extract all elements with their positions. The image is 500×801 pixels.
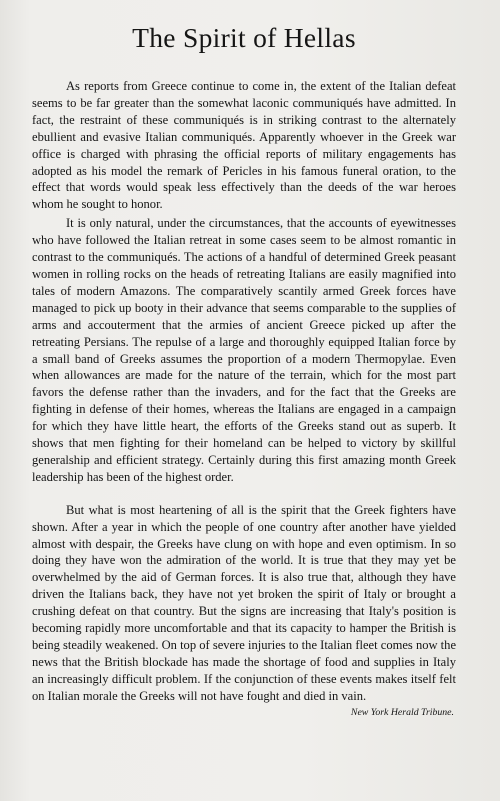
article-paragraph-1: As reports from Greece continue to come in, the extent of the Italian defeat seems to be far greater than the somewhat laconic communiqués have admitted. In fact, the restraint of these communiqués is in striking contrast to the alternately ebullient and evasive Italian communiqués. Apparently whoever in the Greek war office is charged with phrasing the official reports of military engagements has adopted as his model the remark of Pericles in his famous funeral oration, to the effect that words would speak less effectively than the deeds of the war heroes whom he sought to honor. <box>32 79 456 212</box>
article-paragraph-3: But what is most heartening of all is the spirit that the Greek fighters have shown. After a year in which the people of one country after another have yielded almost with despair, the Greeks have clung on with hope and even optimism. In so doing they have won the admiration of the world. It is true that they may yet be overwhelmed by the aid of German forces. It is also true that, although they have driven the Italians back, they have not yet broken the spirit of Italy or brought a crushing defeat on that country. But the signs are increasing that Italy's position is becoming rapidly more uncomfortable and that its capacity to hamper the British is being steadily weakened. On top of severe injuries to the Italian fleet comes now the news that the British blockade has made the shortage of food and supplies in Italy an increasingly difficult problem. If the conjunction of these events makes itself felt on Italian morale the Greeks will not have fought and died in vain. <box>32 502 457 703</box>
source-attribution: New York Herald Tribune. <box>350 706 454 718</box>
article-title: The Spirit of Hellas <box>132 22 356 53</box>
article-paragraph-2: It is only natural, under the circumstances, that the accounts of eyewitnesses who have followed the Italian retreat in some cases seem to be almost romantic in contrast to the communiqués. The actions of a handful of determined Greek peasant women in rolling rocks on the heads of retreating Italians are easily magnified into tales of modern Amazons. The comparatively scantily armed Greek forces have managed to pick up booty in their advance that seems comparable to the supplies of arms and accouterment that the armies of ancient Greece picked up after the retreating Persians. The repulse of a large and thoroughly equipped Italian force by a small band of Greeks assumes the proportion of a modern Thermopylae. Even when allowances are made for the nature of the terrain, which for the most part favors the defense rather than the invaders, and for the fact that the Greeks are fighting in defense of their homes, whereas the Italians are engaged in a campaign for which they have little heart, the efforts of the Greeks stand out as superb. It shows that men fighting for their homeland can be helped to victory by skillful generalship and efficient strategy. Certainly during this first amazing month Greek leadership has been of the highest order. <box>32 216 456 484</box>
